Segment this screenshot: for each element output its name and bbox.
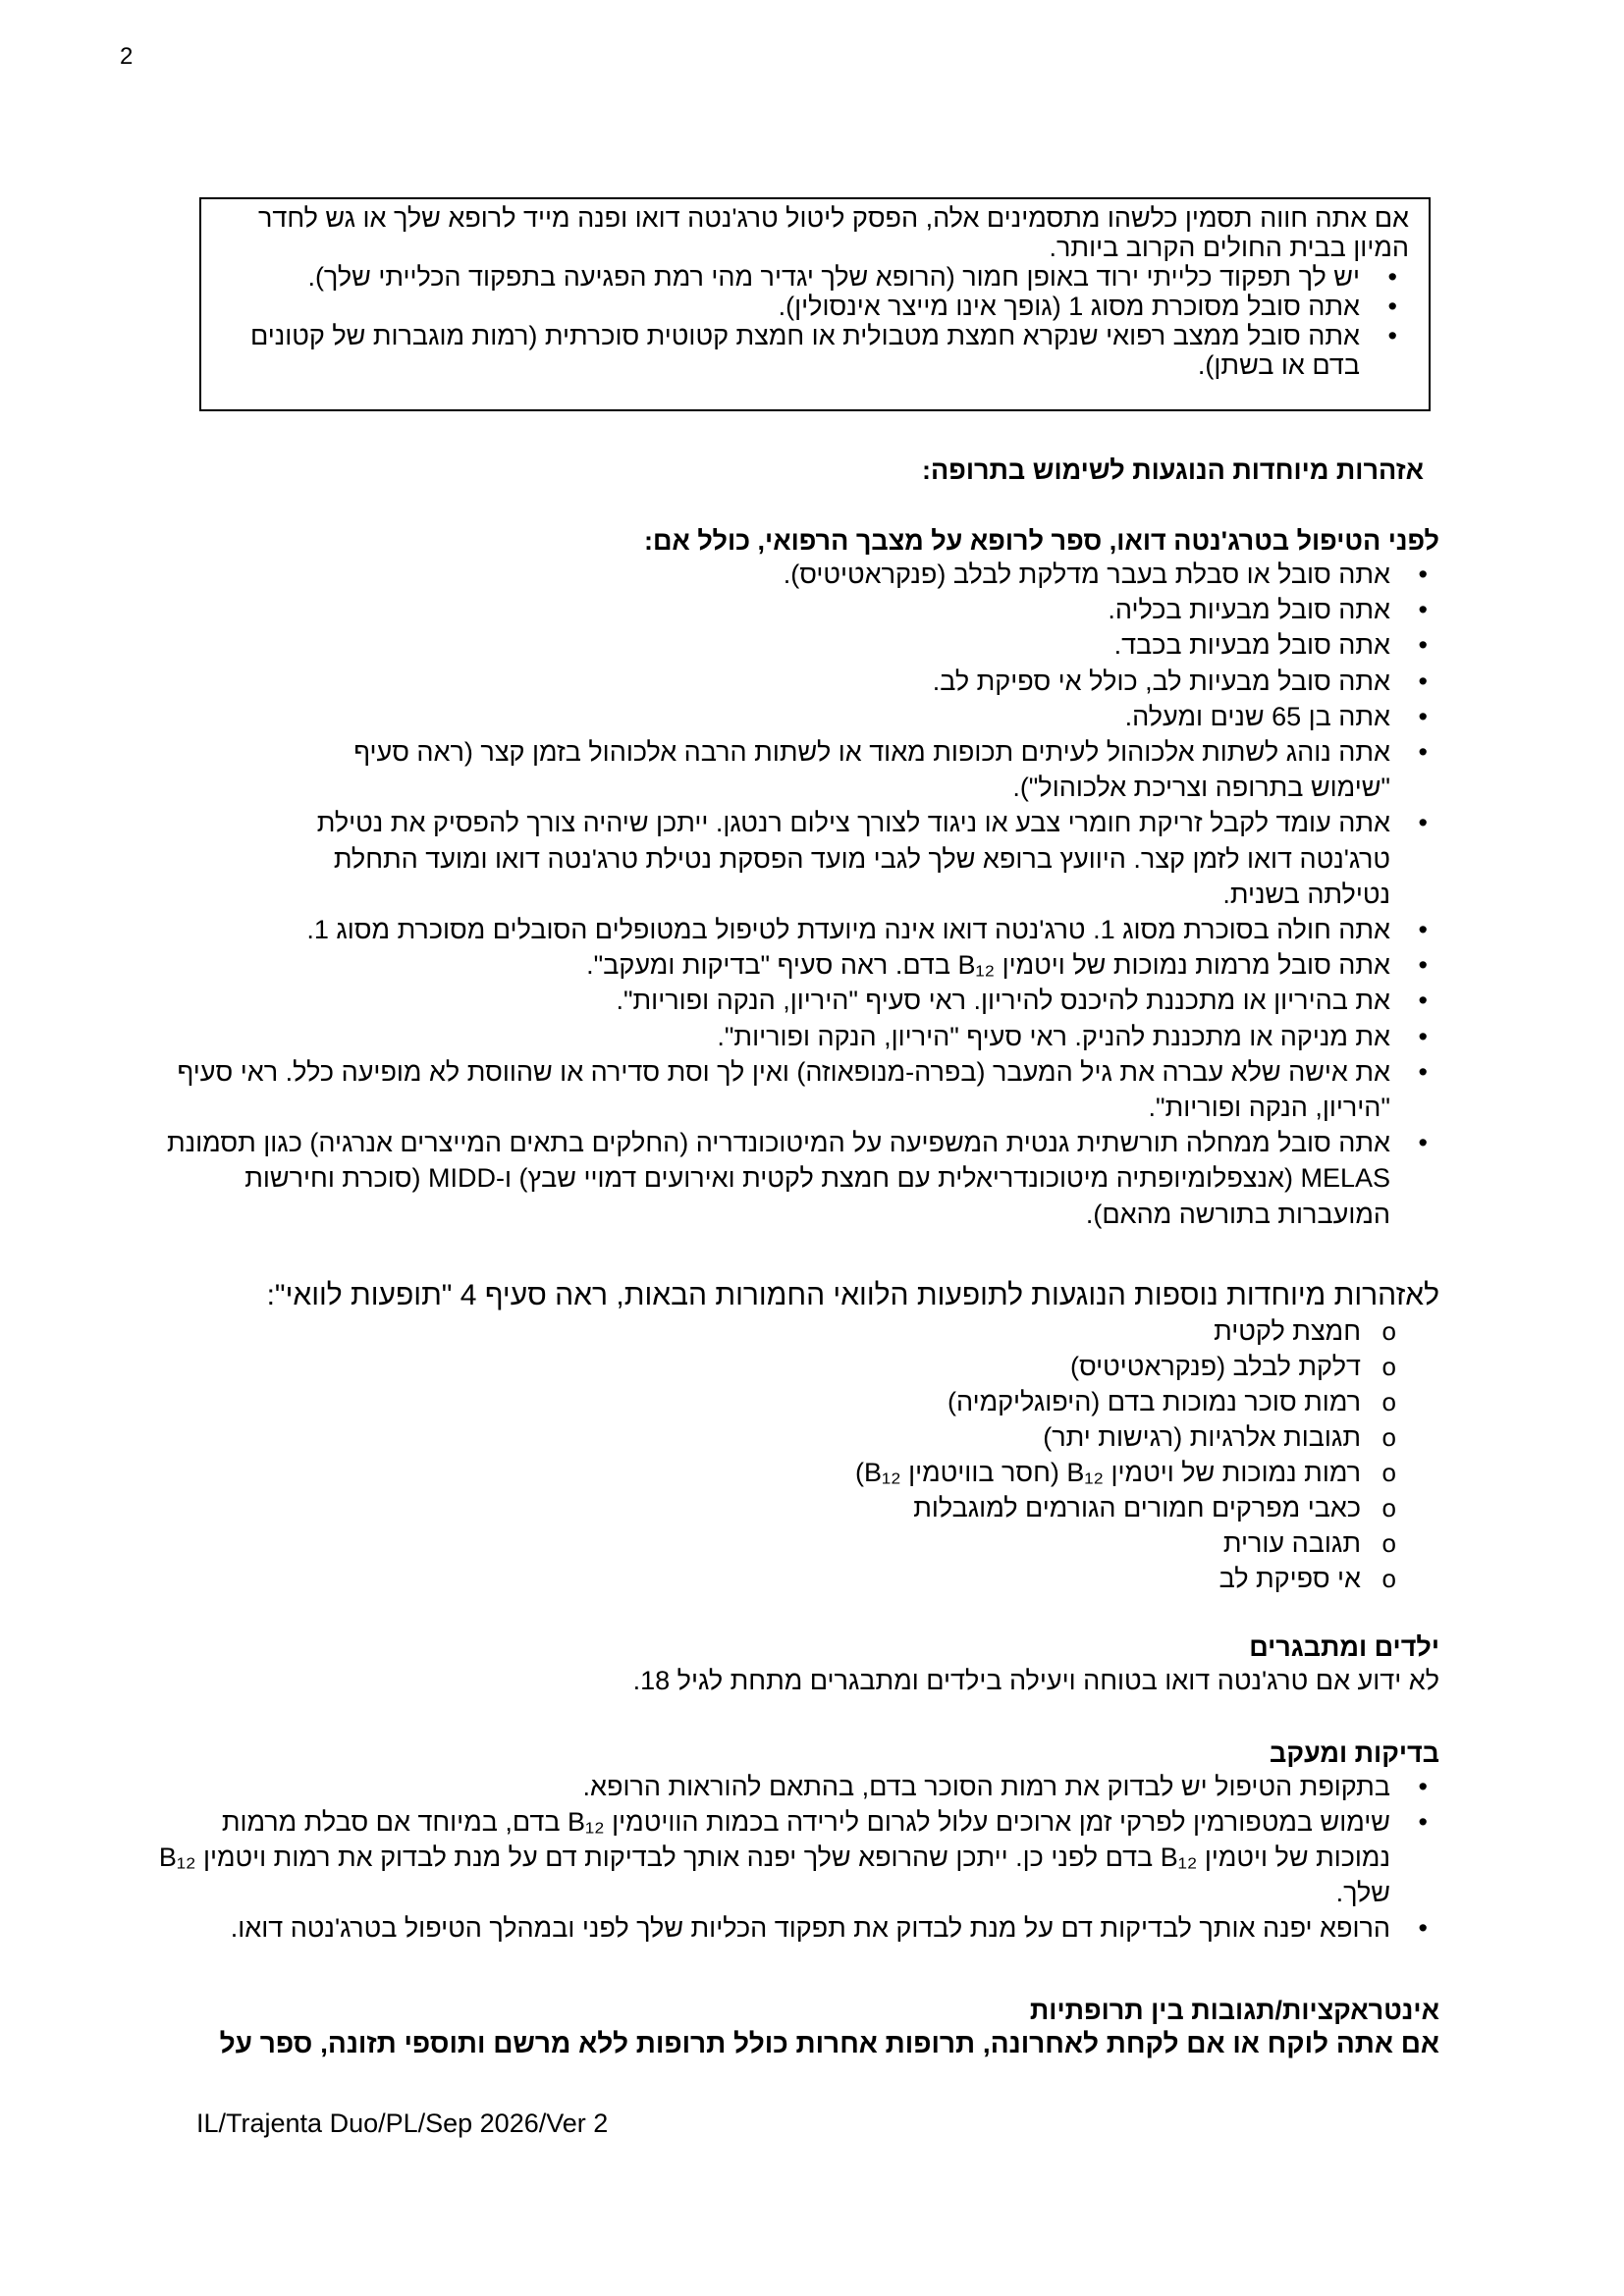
list-item: • אתה בן 65 שנים ומעלה. <box>157 699 1439 734</box>
warning-box-intro: אם אתה חווה תסמין כלשהו מתסמינים אלה, הפסק ליטול טרג'נטה דואו ופנה מייד לרופא שלך או גש לחדר המיון בבית החולים הקרוב ביותר. <box>257 203 1409 262</box>
before-treatment-heading: לפני הטיפול בטרג'נטה דואו, ספר לרופא על מצבך הרפואי, כולל אם: <box>643 526 1439 556</box>
section-heading-special-warnings: אזהרות מיוחדות הנוגעות לשימוש בתרופה: <box>922 455 1424 485</box>
page-number: 2 <box>120 43 134 70</box>
interactions-heading: אינטראקציות/תגובות בין תרופתיות <box>1029 1996 1439 2025</box>
list-item: o כאבי מפרקים חמורים הגורמים למוגבלות <box>157 1490 1439 1525</box>
list-item: • את בהיריון או מתכננת להיכנס להיריון. ראי סעיף "היריון, הנקה ופוריות". <box>157 983 1439 1018</box>
list-item: • אתה נוהג לשתות אלכוהול לעיתים תכופות מאוד או לשתות הרבה אלכוהול בזמן קצר (ראה סעיף "שימוש בתרופה וצריכת אלכוהול"). <box>157 734 1439 805</box>
list-item: • אתה סובל מבעיות בכבד. <box>157 627 1439 663</box>
children-heading: ילדים ומתבגרים <box>1249 1632 1439 1662</box>
list-item: • בתקופת הטיפול יש לבדוק את רמות הסוכר בדם, בהתאם להוראות הרופא. <box>157 1769 1439 1804</box>
list-item: • אתה סובל ממצב רפואי שנקרא חמצת מטבולית או חמצת קטוטית סוכרתית (רמות מוגברות של קטונים בדם או בשתן). <box>241 321 1409 380</box>
list-item: • אתה עומד לקבל זריקת חומרי צבע או ניגוד לצורך צילום רנטגן. ייתכן שיהיה צורך להפסיק את נטילת טרג'נטה דואו לזמן קצר. היוועץ ברופא שלך לגבי מועד הפסקת נטילת טרג'נטה דואו ומועד התחלת נטילתה בשנית. <box>157 805 1439 912</box>
list-item: o תגובה עורית <box>157 1525 1439 1561</box>
list-item: • יש לך תפקוד כלייתי ירוד באופן חמור (הרופא שלך יגדיר מהי רמת הפגיעה בתפקוד הכלייתי שלך). <box>241 262 1409 292</box>
list-item: • הרופא יפנה אותך לבדיקות דם על מנת לבדוק את תפקוד הכליות שלך לפני ובמהלך הטיפול בטרג'נטה דואו. <box>157 1910 1439 1946</box>
list-item: • אתה סובל מבעיות לב, כולל אי ספיקת לב. <box>157 664 1439 699</box>
list-item: • אתה סובל מבעיות בכליה. <box>157 592 1439 627</box>
list-item: o אי ספיקת לב <box>157 1561 1439 1596</box>
side-effects-intro: לאזהרות מיוחדות נוספות הנוגעות לתופעות הלוואי החמורות הבאות, ראה סעיף 4 "תופעות לוואי": <box>266 1279 1439 1311</box>
warning-box <box>199 197 1431 411</box>
list-item: • את אישה שלא עברה את גיל המעבר (בפרה-מנופאוזה) ואין לך וסת סדירה או שהווסת לא מופיעה כלל. ראי סעיף "היריון, הנקה ופוריות". <box>157 1054 1439 1125</box>
list-item: • אתה סובל מרמות נמוכות של ויטמין B₁₂ בדם. ראה סעיף "בדיקות ומעקב". <box>157 947 1439 983</box>
list-item: o רמות סוכר נמוכות בדם (היפוגליקמיה) <box>157 1384 1439 1419</box>
interactions-text: אם אתה לוקח או אם לקחת לאחרונה, תרופות אחרות כולל תרופות ללא מרשם ותוספי תזונה, ספר על <box>219 2028 1439 2058</box>
list-item: o דלקת לבלב (פנקראטיטיס) <box>157 1349 1439 1384</box>
tests-list <box>157 1769 1439 1946</box>
footer: IL/Trajenta Duo/PL/Sep 2026/Ver 2 <box>196 2109 609 2138</box>
list-item: o תגובות אלרגיות (רגישות יתר) <box>157 1419 1439 1455</box>
list-item: o רמות נמוכות של ויטמין B₁₂ (חסר בוויטמין B₁₂) <box>157 1455 1439 1490</box>
list-item: o חמצת לקטית <box>157 1313 1439 1349</box>
warning-box-list <box>241 262 1409 380</box>
list-item: • אתה סובל או סבלת בעבר מדלקת לבלב (פנקראטיטיס). <box>157 557 1439 592</box>
list-item: • את מניקה או מתכננת להניק. ראי סעיף "היריון, הנקה ופוריות". <box>157 1019 1439 1054</box>
children-text: לא ידוע אם טרג'נטה דואו בטוחה ויעילה בילדים ומתבגרים מתחת לגיל 18. <box>632 1666 1439 1695</box>
side-effects-list <box>157 1313 1439 1596</box>
before-treatment-list <box>157 557 1439 1232</box>
tests-heading: בדיקות ומעקב <box>1270 1738 1439 1768</box>
list-item: • אתה סובל מסוכרת מסוג 1 (גופך אינו מייצר אינסולין). <box>241 292 1409 321</box>
list-item: • שימוש במטפורמין לפרקי זמן ארוכים עלול לגרום לירידה בכמות הוויטמין B₁₂ בדם, במיוחד אם סבלת מרמות נמוכות של ויטמין B₁₂ בדם לפני כן. ייתכן שהרופא שלך יפנה אותך לבדיקות דם על מנת לבדוק את רמות ויטמין B₁₂ שלך. <box>157 1804 1439 1910</box>
list-item: • אתה סובל ממחלה תורשתית גנטית המשפיעה על המיטוכונדריה (החלקים בתאים המייצרים אנרגיה) כגון תסמונת MELAS (אנצפלומיופתיה מיטוכונדריאלית עם חמצת לקטית ואירועים דמויי שבץ) ו-MIDD (סוכרת וחירשות המועברות בתורשה מהאם). <box>157 1125 1439 1232</box>
list-item: • אתה חולה בסוכרת מסוג 1. טרג'נטה דואו אינה מיועדת לטיפול במטופלים הסובלים מסוכרת מסוג 1. <box>157 912 1439 947</box>
